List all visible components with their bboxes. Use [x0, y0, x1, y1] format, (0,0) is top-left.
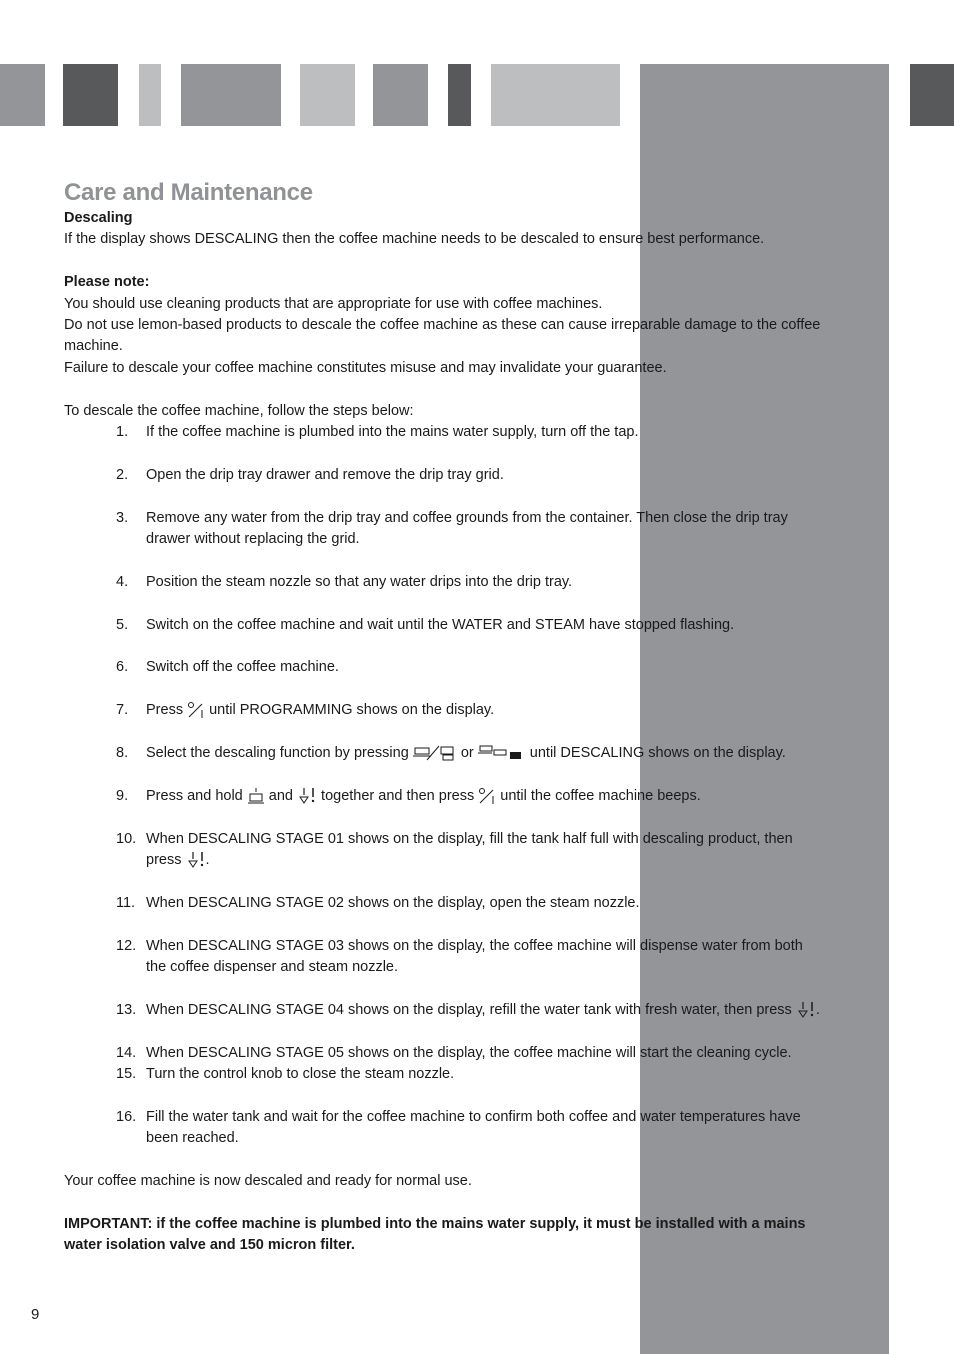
step-text: When DESCALING STAGE 02 shows on the display, open the steam nozzle. — [146, 894, 640, 911]
note-line: You should use cleaning products that are appropriate for use with coffee machines. — [64, 295, 603, 312]
header-block — [910, 64, 954, 126]
single-cup-icon — [413, 744, 457, 762]
step-number: 7. — [116, 702, 129, 719]
hot-water-icon — [247, 787, 265, 805]
step-number: 9. — [116, 787, 129, 804]
header-block — [63, 64, 118, 126]
note-heading: Please note: — [64, 274, 150, 291]
step-text: until the coffee machine beeps. — [496, 787, 701, 804]
step-text: together and then press — [317, 787, 479, 804]
note-line: Do not use lemon-based products to descale the coffee machine as these can cause irreparable damage to the coffee machine. — [64, 317, 821, 355]
section-heading: Descaling — [64, 210, 133, 226]
step-item — [64, 572, 824, 593]
step-number: 3. — [116, 509, 129, 526]
step-text: Position the steam nozzle so that any water drips into the drip tray. — [146, 573, 573, 590]
step-number: 1. — [116, 424, 129, 441]
important-notice: IMPORTANT: if the coffee machine is plumbed into the mains water supply, it must be installed with a mains water isolation valve and 150 micron filter. — [64, 1215, 806, 1254]
main-content — [64, 178, 824, 1257]
step-text: When DESCALING STAGE 04 shows on the display, refill the water tank with fresh water, then press — [146, 1001, 796, 1018]
step-text: . — [815, 1001, 820, 1018]
step-number: 2. — [116, 466, 129, 483]
step-number: 16. — [116, 1108, 137, 1125]
step-text: If the coffee machine is plumbed into the mains water supply, turn off the tap. — [146, 424, 639, 441]
step-item — [64, 1000, 824, 1021]
step-number: 6. — [116, 659, 129, 676]
step-text: or — [456, 745, 478, 762]
step-item — [64, 743, 824, 764]
step-text: Remove any water from the drip tray and coffee grounds from the container. Then close the drip tray drawer without replacing the grid. — [146, 509, 788, 548]
step-number: 15. — [116, 1066, 137, 1083]
steam-icon — [297, 787, 317, 805]
steam-icon — [186, 851, 206, 869]
step-text: When DESCALING STAGE 03 shows on the display, the coffee machine will dispense water from both the coffee dispenser and steam nozzle. — [146, 937, 803, 976]
steam-icon — [796, 1001, 816, 1019]
step-item — [64, 936, 824, 979]
header-block — [373, 64, 428, 126]
step-item — [64, 615, 824, 636]
steps-intro: To descale the coffee machine, follow the steps below: — [64, 402, 414, 419]
step-item — [64, 465, 824, 486]
step-text: Fill the water tank and wait for the coffee machine to confirm both coffee and water temperatures have been reached. — [146, 1108, 801, 1147]
step-text: until PROGRAMMING shows on the display. — [205, 702, 495, 719]
header-block — [300, 64, 355, 126]
step-item — [64, 1043, 824, 1064]
step-text: Press and hold — [146, 787, 247, 804]
step-item — [64, 829, 824, 872]
step-item — [64, 1064, 824, 1085]
step-item — [64, 786, 824, 807]
step-text: until DESCALING shows on the display. — [525, 745, 786, 762]
page-number: 9 — [31, 1306, 40, 1323]
header-block — [448, 64, 471, 126]
header-block — [491, 64, 620, 126]
header-block — [0, 64, 45, 126]
step-number: 14. — [116, 1044, 137, 1061]
step-item — [64, 893, 824, 914]
step-number: 11. — [116, 894, 136, 911]
header-block — [181, 64, 281, 126]
header-block — [139, 64, 161, 126]
step-number: 10. — [116, 830, 137, 847]
step-item — [64, 657, 824, 678]
multi-cup-icon — [478, 744, 526, 762]
step-text: Turn the control knob to close the steam nozzle. — [146, 1066, 455, 1083]
step-text: Press — [146, 702, 188, 719]
step-item — [64, 508, 824, 551]
step-text: When DESCALING STAGE 01 shows on the display, fill the tank half full with descaling product, then press — [146, 830, 793, 869]
program-icon — [478, 787, 496, 805]
step-text: Open the drip tray drawer and remove the drip tray grid. — [146, 466, 504, 483]
step-number: 5. — [116, 616, 129, 633]
step-text: Switch on the coffee machine and wait until the WATER and STEAM have stopped flashing. — [146, 616, 735, 633]
step-text: . — [205, 852, 210, 869]
intro-text: If the display shows DESCALING then the coffee machine needs to be descaled to ensure best performance. — [64, 231, 765, 248]
step-text: Select the descaling function by pressing — [146, 745, 413, 762]
note-line: Failure to descale your coffee machine constitutes misuse and may invalidate your guarantee. — [64, 359, 667, 376]
step-number: 8. — [116, 745, 129, 762]
step-number: 12. — [116, 937, 137, 954]
closing-text: Your coffee machine is now descaled and ready for normal use. — [64, 1173, 472, 1190]
step-text: When DESCALING STAGE 05 shows on the display, the coffee machine will start the cleaning cycle. — [146, 1044, 792, 1061]
step-item — [64, 1107, 824, 1150]
step-text: and — [264, 787, 298, 804]
step-item — [64, 700, 824, 721]
step-item — [64, 422, 824, 443]
page-title: Care and Maintenance — [64, 179, 313, 206]
step-number: 4. — [116, 573, 129, 590]
step-number: 13. — [116, 1001, 137, 1018]
step-text: Switch off the coffee machine. — [146, 659, 339, 676]
program-icon — [187, 701, 205, 719]
